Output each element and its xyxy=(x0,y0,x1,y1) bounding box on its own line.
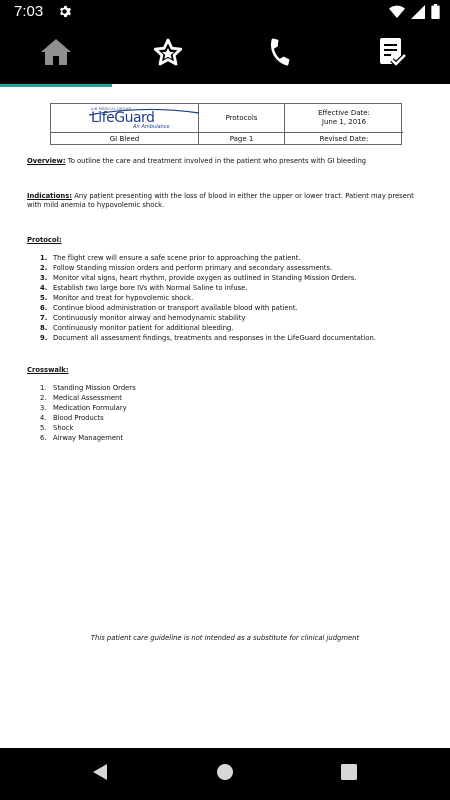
list-item: 5. Shock xyxy=(40,424,74,432)
list-item: 4. Blood Products xyxy=(40,414,104,422)
effective-date: June 1, 2016 xyxy=(321,118,367,126)
overview-section xyxy=(27,157,417,166)
status-bar xyxy=(0,0,450,24)
home-icon xyxy=(40,37,72,71)
logo-small-text: AIR MEDICAL GROUP xyxy=(91,107,131,111)
list-item: 2. Medical Assessment xyxy=(40,394,122,402)
list-item: 5. Monitor and treat for hypovolemic shock. xyxy=(40,294,194,302)
nav-checklist-button[interactable] xyxy=(336,24,448,84)
list-item: 7. Continuously monitor airway and hemodynamic stability xyxy=(40,314,246,322)
status-icons xyxy=(389,4,440,23)
status-time: 7:03 xyxy=(14,3,44,20)
logo-main-text: LifeGuard xyxy=(91,110,155,126)
lifeguard-logo xyxy=(51,104,199,133)
list-item: 1. Standing Mission Orders xyxy=(40,384,136,392)
list-item: 6. Airway Management xyxy=(40,434,124,442)
crosswalk-list xyxy=(40,383,340,443)
header-effective-date xyxy=(285,104,403,133)
indications-section xyxy=(27,192,422,210)
header-title: GI Bleed xyxy=(51,133,199,145)
list-item: 6. Continue blood administration or transport available blood with patient. xyxy=(40,304,298,312)
document-header-table xyxy=(50,103,402,145)
wifi-icon xyxy=(389,4,405,23)
system-nav-bar xyxy=(0,748,450,800)
list-item: 2. Follow Standing mission orders and perform primary and secondary assessments. xyxy=(40,264,333,272)
back-icon xyxy=(92,763,108,785)
header-page: Page 1 xyxy=(199,133,285,145)
effective-label: Effective Date: xyxy=(318,109,370,117)
app-nav-bar xyxy=(0,24,450,84)
phone-icon xyxy=(265,37,295,71)
list-item: 9. Document all assessment findings, treatments and responses in the LifeGuard documentation. xyxy=(40,334,376,342)
system-back-button[interactable] xyxy=(70,748,130,800)
protocol-document xyxy=(0,87,450,748)
system-home-button[interactable] xyxy=(195,748,255,800)
overview-label: Overview: xyxy=(27,157,66,165)
nav-call-button[interactable] xyxy=(224,24,336,84)
logo-sub-text: Air Ambulance xyxy=(133,124,170,130)
crosswalk-label: Crosswalk: xyxy=(27,366,69,374)
system-recents-button[interactable] xyxy=(319,748,379,800)
list-item: 1. The flight crew will ensure a safe scene prior to approaching the patient. xyxy=(40,254,301,262)
header-revised: Revised Date: xyxy=(319,134,369,143)
nav-home-button[interactable] xyxy=(0,24,112,84)
checklist-icon xyxy=(376,36,408,72)
protocol-label: Protocol: xyxy=(27,236,62,244)
recents-icon xyxy=(341,764,357,784)
nav-favorites-button[interactable] xyxy=(112,24,224,84)
protocol-list xyxy=(40,253,420,343)
battery-icon xyxy=(431,4,440,23)
list-item: 3. Monitor vital signs, heart rhythm, provide oxygen as outlined in Standing Mission Orders. xyxy=(40,274,357,282)
document-footer: This patient care guideline is not intended as a substitute for clinical judgment xyxy=(90,634,360,642)
list-item: 3. Medication Formulary xyxy=(40,404,127,412)
list-item: 8. Continuously monitor patient for additional bleeding. xyxy=(40,324,234,332)
signal-icon xyxy=(411,4,425,23)
indications-text: Any patient presenting with the loss of blood in either the upper or lower tract. Patient may present with mild anemia to hypovolemic shock. xyxy=(27,192,414,209)
header-protocols: Protocols xyxy=(199,104,285,133)
settings-gear-icon xyxy=(57,4,72,23)
indications-label: Indications: xyxy=(27,192,73,200)
overview-text: To outline the care and treatment involved in the patient who presents with GI bleeding xyxy=(65,157,367,165)
star-icon xyxy=(152,37,184,71)
list-item: 4. Establish two large bore IVs with Normal Saline to infuse. xyxy=(40,284,248,292)
home-circle-icon xyxy=(216,763,234,785)
